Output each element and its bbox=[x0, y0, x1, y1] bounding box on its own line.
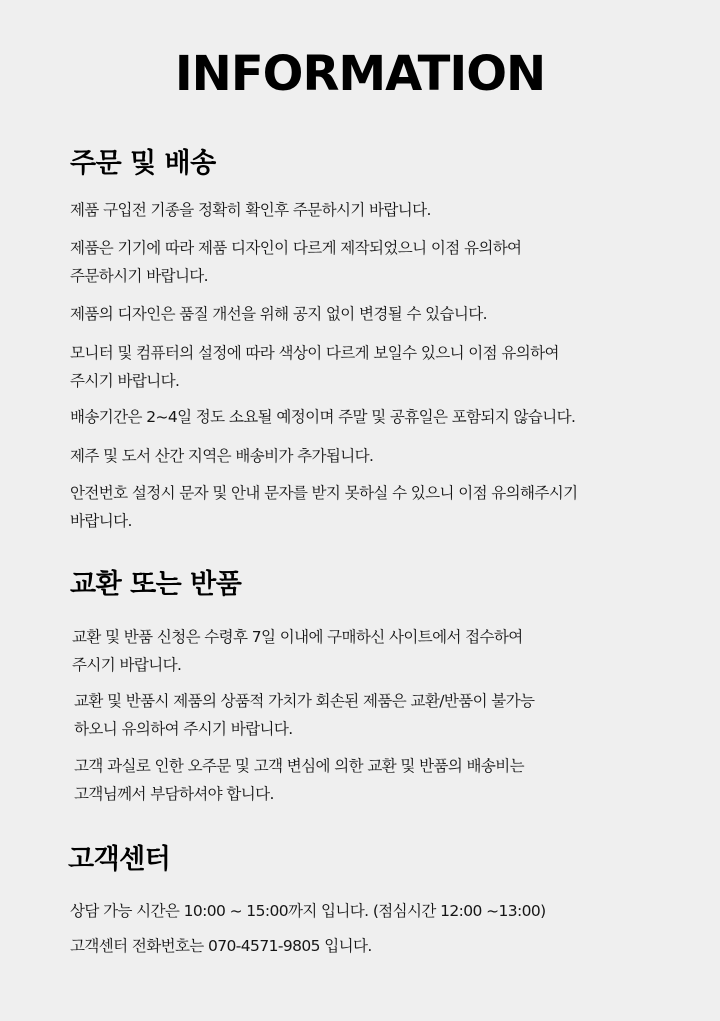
paragraph-line: 제품 구입전 기종을 정확히 확인후 주문하시기 바랍니다. bbox=[70, 201, 431, 219]
section-heading-order-shipping: 주문 및 배송 bbox=[70, 148, 216, 179]
paragraph bbox=[70, 932, 372, 960]
paragraph-line: 모니터 및 컴퓨터의 설정에 따라 색상이 다르게 보일수 있으니 이점 유의하여 bbox=[70, 344, 559, 362]
paragraph-line: 안전번호 설정시 문자 및 안내 문자를 받지 못하실 수 있으니 이점 유의해주시기 bbox=[70, 484, 578, 502]
paragraph-line: 주시기 바랍니다. bbox=[70, 372, 180, 390]
paragraph-line: 주시기 바랍니다. bbox=[72, 656, 182, 674]
paragraph bbox=[70, 403, 575, 431]
paragraph bbox=[70, 339, 559, 395]
paragraph-line: 주문하시기 바랍니다. bbox=[70, 267, 209, 285]
paragraph-line: 제품의 디자인은 품질 개선을 위해 공지 없이 변경될 수 있습니다. bbox=[70, 305, 487, 323]
paragraph-line: 교환 및 반품시 제품의 상품적 가치가 회손된 제품은 교환/반품이 불가능 bbox=[74, 692, 535, 710]
paragraph bbox=[70, 300, 487, 328]
paragraph bbox=[72, 623, 523, 679]
paragraph-line: 교환 및 반품 신청은 수령후 7일 이내에 구매하신 사이트에서 접수하여 bbox=[72, 628, 523, 646]
paragraph bbox=[70, 234, 521, 290]
paragraph-line: 상담 가능 시간은 10:00 ~ 15:00까지 입니다. (점심시간 12:00 ~13:00) bbox=[70, 902, 546, 920]
paragraph-line: 배송기간은 2~4일 정도 소요될 예정이며 주말 및 공휴일은 포함되지 않습니다. bbox=[70, 408, 576, 426]
paragraph-line: 하오니 유의하여 주시기 바랍니다. bbox=[74, 720, 293, 738]
section-heading-exchange-return: 교환 또는 반품 bbox=[70, 569, 242, 600]
paragraph-line: 고객 과실로 인한 오주문 및 고객 변심에 의한 교환 및 반품의 배송비는 bbox=[74, 757, 525, 775]
paragraph bbox=[70, 479, 578, 535]
paragraph bbox=[70, 442, 373, 470]
paragraph bbox=[70, 196, 431, 224]
paragraph-line: 바랍니다. bbox=[70, 512, 132, 530]
paragraph bbox=[74, 687, 534, 743]
section-heading-customer-center: 고객센터 bbox=[68, 844, 171, 875]
paragraph bbox=[74, 752, 524, 808]
paragraph-line: 제주 및 도서 산간 지역은 배송비가 추가됩니다. bbox=[70, 447, 374, 465]
paragraph-line: 제품은 기기에 따라 제품 디자인이 다르게 제작되었으니 이점 유의하여 bbox=[70, 239, 522, 257]
paragraph bbox=[70, 897, 546, 925]
paragraph-line: 고객센터 전화번호는 070-4571-9805 입니다. bbox=[70, 937, 372, 955]
page-title: INFORMATION bbox=[174, 46, 546, 102]
paragraph-line: 고객님께서 부담하셔야 합니다. bbox=[74, 785, 274, 803]
